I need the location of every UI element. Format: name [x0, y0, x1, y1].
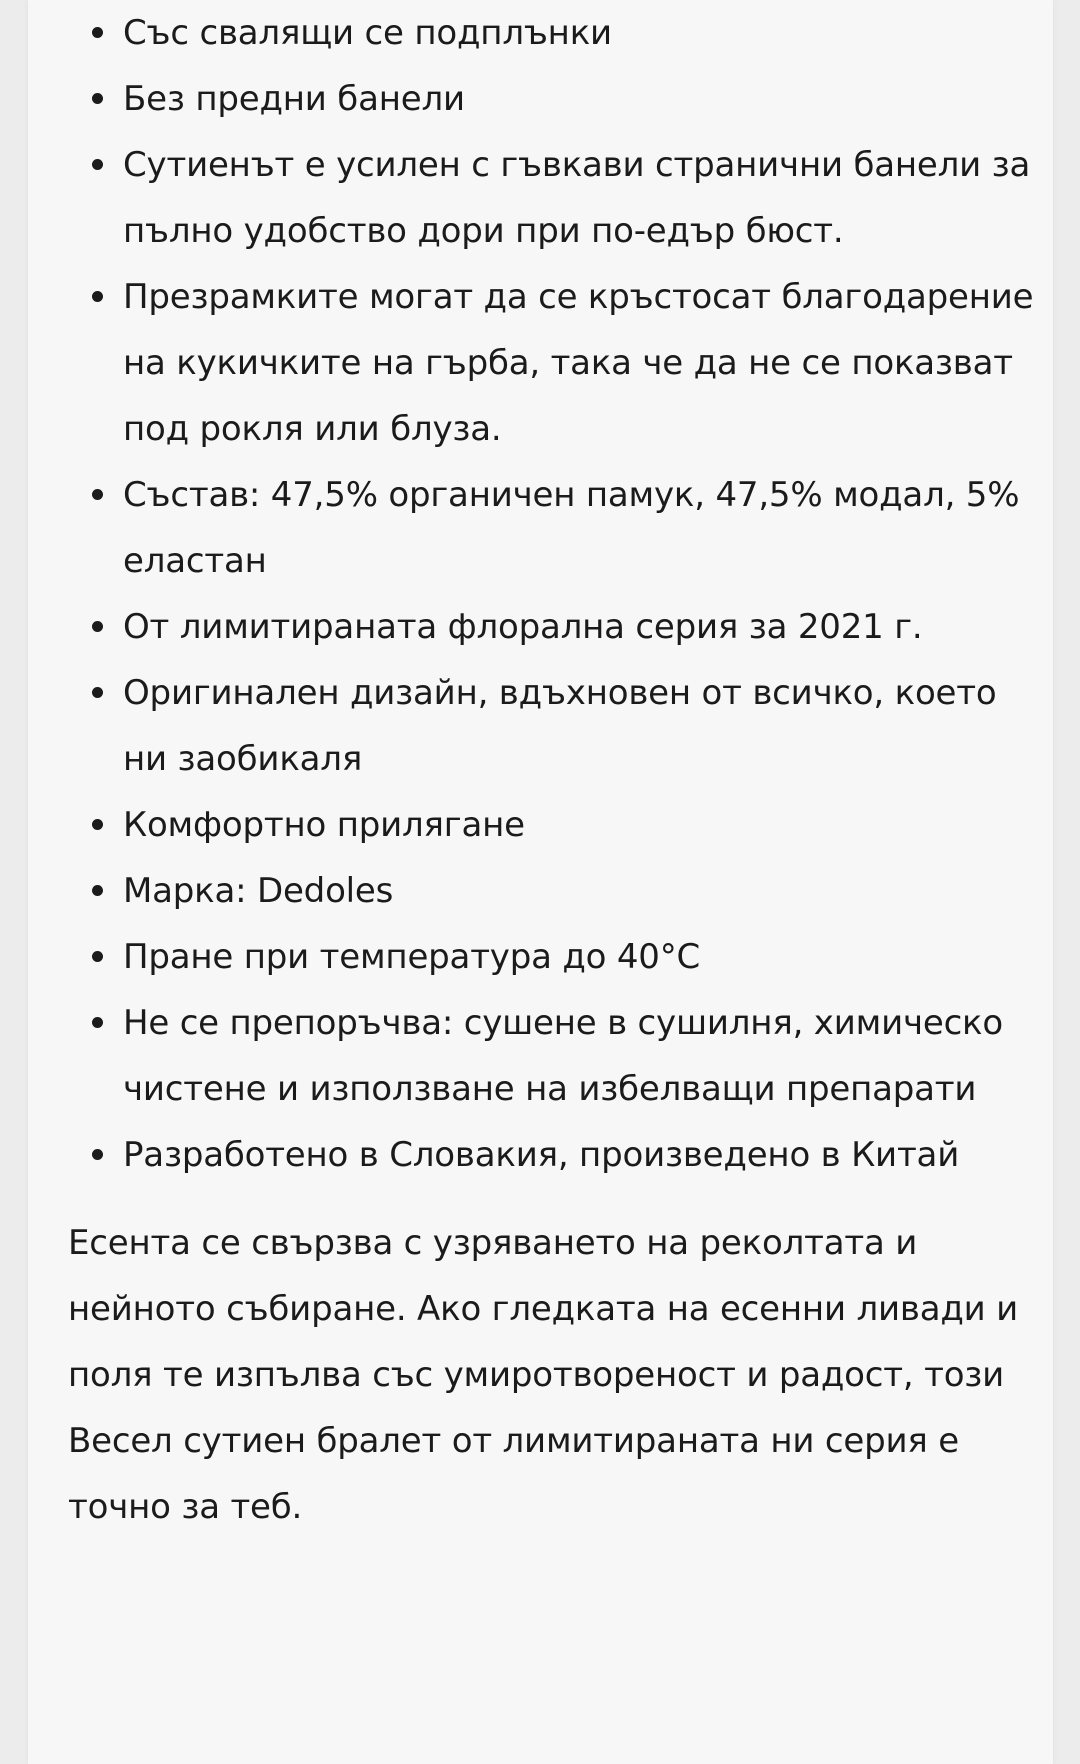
list-item	[68, 132, 1038, 264]
bullet-icon	[92, 291, 103, 302]
list-item	[68, 0, 1038, 66]
list-item	[68, 924, 1038, 990]
feature-text: Комфортно прилягане	[123, 805, 525, 845]
list-item	[68, 66, 1038, 132]
bullet-icon	[92, 27, 103, 38]
bullet-icon	[92, 951, 103, 962]
feature-text: Сутиенът е усилен с гъвкави странични банели за пълно удобство дори при по-едър бюст.	[123, 145, 1031, 251]
feature-text: От лимитираната флорална серия за 2021 г.	[123, 607, 923, 647]
list-item	[68, 990, 1038, 1122]
list-item	[68, 660, 1038, 792]
bullet-icon	[92, 1149, 103, 1160]
list-item	[68, 594, 1038, 660]
feature-text: Марка: Dedoles	[123, 871, 394, 911]
feature-text: Състав: 47,5% органичен памук, 47,5% модал, 5% еластан	[123, 475, 1020, 581]
feature-list	[68, 0, 1038, 1188]
feature-text: Без предни банели	[123, 79, 465, 119]
bullet-icon	[92, 621, 103, 632]
feature-text: Оригинален дизайн, вдъхновен от всичко, което ни заобикаля	[123, 673, 997, 779]
bullet-icon	[92, 1017, 103, 1028]
product-details-card	[28, 0, 1053, 1764]
bullet-icon	[92, 93, 103, 104]
feature-text: Пране при температура до 40°C	[123, 937, 701, 977]
feature-text: Не се препоръчва: сушене в сушилня, химическо чистене и използване на избелващи препарати	[123, 1003, 1003, 1109]
list-item	[68, 1122, 1038, 1188]
bullet-icon	[92, 819, 103, 830]
bullet-icon	[92, 489, 103, 500]
bullet-icon	[92, 159, 103, 170]
bullet-icon	[92, 687, 103, 698]
list-item	[68, 858, 1038, 924]
feature-text: Разработено в Словакия, произведено в Китай	[123, 1135, 960, 1175]
list-item	[68, 792, 1038, 858]
feature-text: Презрамките могат да се кръстосат благодарение на кукичките на гърба, така че да не се показват под рокля или блуза.	[123, 277, 1034, 449]
bullet-icon	[92, 885, 103, 896]
list-item	[68, 462, 1038, 594]
feature-text: Със свалящи се подплънки	[123, 13, 612, 53]
product-description	[68, 0, 1038, 1540]
description-paragraph: Есента се свързва с узряването на реколтата и нейното събиране. Ако гледката на есенни ливади и поля те изпълва със умиротвореност и радост, този Весел сутиен бралет от лимитираната ни серия е точно за теб.	[68, 1223, 1019, 1527]
list-item	[68, 264, 1038, 462]
